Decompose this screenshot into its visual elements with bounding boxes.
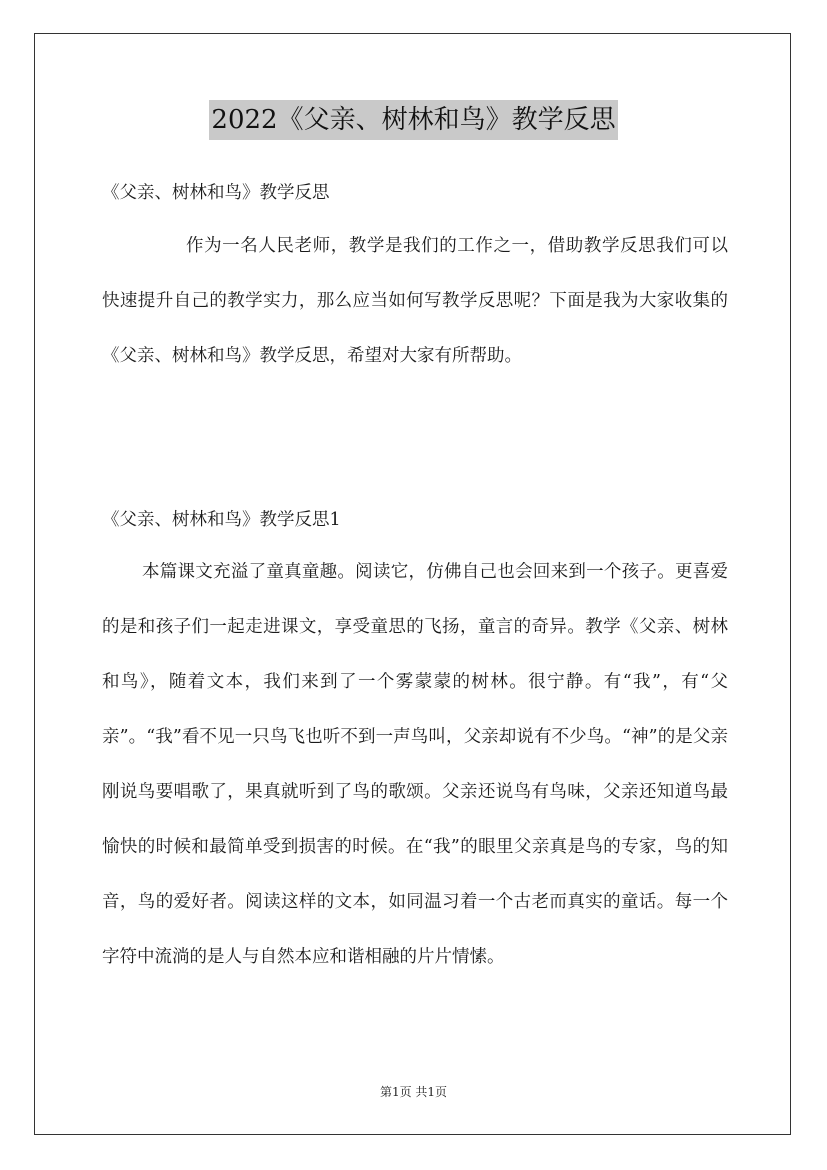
page-footer <box>0 1083 827 1100</box>
page-number: 第1页 共1页 <box>379 1085 448 1099</box>
title-container <box>0 100 827 140</box>
intro-block <box>102 219 728 384</box>
document-title: 2022《父亲、树林和鸟》教学反思 <box>209 100 617 140</box>
section-paragraph: 本篇课文充溢了童真童趣。阅读它，仿佛自己也会回来到一个孩子。更喜爱的是和孩子们一起走进课文，享受童思的飞扬，童言的奇异。教学《父亲、树林和鸟》，随着文本，我们来到了一个雾蒙蒙的树林。很宁静。有“我”，有“父亲”。“我”看不见一只鸟飞也听不到一声鸟叫，父亲却说有不少鸟。“神”的是父亲刚说鸟要唱歌了，果真就听到了鸟的歌颂。父亲还说鸟有鸟味，父亲还知道鸟最愉快的时候和最简单受到损害的时候。在“我”的眼里父亲真是鸟的专家，鸟的知音，鸟的爱好者。阅读这样的文本，如同温习着一个古老而真实的童话。每一个字符中流淌的是人与自然本应和谐相融的片片情愫。 <box>102 562 728 967</box>
intro-paragraph: 作为一名人民老师，教学是我们的工作之一，借助教学反思我们可以快速提升自己的教学实力，那么应当如何写教学反思呢？下面是我为大家收集的《父亲、树林和鸟》教学反思，希望对大家有所帮助。 <box>102 236 728 366</box>
document-subtitle: 《父亲、树林和鸟》教学反思 <box>102 183 330 203</box>
section-body-block <box>102 545 728 985</box>
section-heading: 《父亲、树林和鸟》教学反思1 <box>102 510 341 530</box>
section-heading-block <box>102 507 728 533</box>
subtitle-block <box>102 180 728 206</box>
